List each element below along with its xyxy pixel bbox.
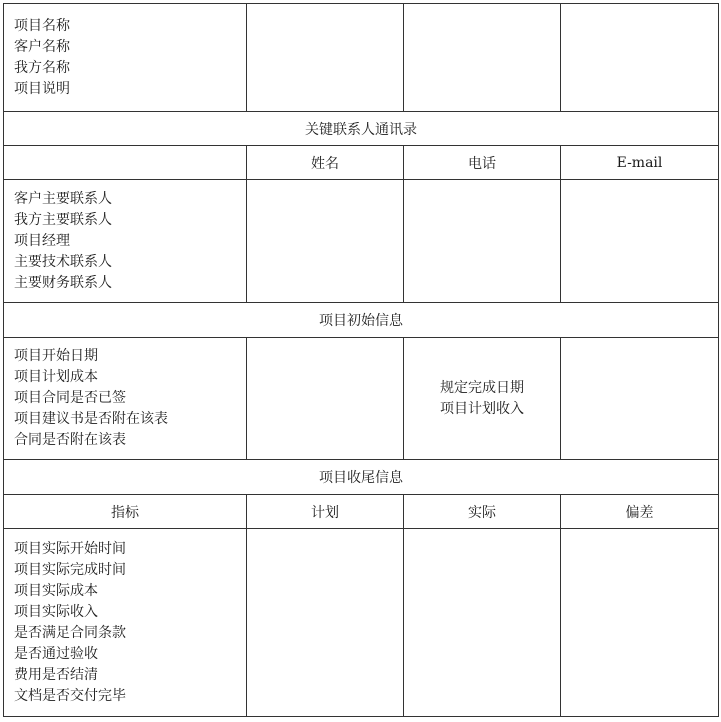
label-contract-terms-met: 是否满足合同条款 [14,624,126,641]
contacts-header-empty [4,146,247,180]
contacts-email-field[interactable] [561,180,719,303]
closing-labels-cell [4,529,247,717]
project-info-row [4,4,719,112]
initial-section-title: 项目初始信息 [4,303,719,338]
label-project-manager: 项目经理 [14,232,70,249]
label-finance-contact: 主要财务联系人 [14,274,112,291]
closing-header-actual: 实际 [404,495,561,529]
contacts-labels-cell [4,180,247,303]
closing-deviation-field[interactable] [561,529,719,717]
initial-left-labels-cell [4,338,247,460]
label-actual-income: 项目实际收入 [14,603,98,620]
closing-body-row [4,529,719,717]
project-info-field-1[interactable] [247,4,404,112]
initial-right-field[interactable] [561,338,719,460]
label-our-name: 我方名称 [14,59,70,76]
initial-title-row [4,303,719,338]
contacts-header-row [4,146,719,180]
contacts-phone-field[interactable] [404,180,561,303]
label-acceptance-passed: 是否通过验收 [14,645,98,662]
label-client-name: 客户名称 [14,38,70,55]
label-project-description: 项目说明 [14,80,70,97]
label-client-contact: 客户主要联系人 [14,190,112,207]
project-info-field-2[interactable] [404,4,561,112]
contacts-header-name: 姓名 [247,146,404,180]
label-contract-attached: 合同是否附在该表 [14,432,126,448]
label-start-date: 项目开始日期 [14,348,98,364]
closing-header-plan: 计划 [247,495,404,529]
closing-section-title: 项目收尾信息 [4,460,719,495]
label-planned-cost: 项目计划成本 [14,369,98,385]
contacts-body-row [4,180,719,303]
closing-actual-field[interactable] [404,529,561,717]
label-actual-finish: 项目实际完成时间 [14,561,126,578]
initial-right-labels-cell [404,338,561,460]
label-tech-contact: 主要技术联系人 [14,253,112,270]
initial-left-field[interactable] [247,338,404,460]
contacts-header-phone: 电话 [404,146,561,180]
initial-body-row [4,338,719,460]
label-project-name: 项目名称 [14,17,70,34]
closing-header-deviation: 偏差 [561,495,719,529]
project-info-field-3[interactable] [561,4,719,112]
contacts-section-title: 关键联系人通讯录 [4,112,719,146]
project-form-table [3,3,719,717]
label-actual-start: 项目实际开始时间 [14,540,126,557]
label-due-date: 规定完成日期 [440,379,524,396]
closing-header-indicator: 指标 [4,495,247,529]
label-planned-income: 项目计划收入 [440,400,524,417]
closing-header-row [4,495,719,529]
label-fees-settled: 费用是否结清 [14,666,98,683]
label-contract-signed: 项目合同是否已签 [14,390,126,406]
contacts-title-row [4,112,719,146]
closing-plan-field[interactable] [247,529,404,717]
label-proposal-attached: 项目建议书是否附在该表 [14,411,168,427]
project-info-labels-cell [4,4,247,112]
contacts-name-field[interactable] [247,180,404,303]
label-actual-cost: 项目实际成本 [14,582,98,599]
contacts-header-email: E-mail [561,146,719,180]
closing-title-row [4,460,719,495]
label-docs-delivered: 文档是否交付完毕 [14,687,126,704]
label-our-contact: 我方主要联系人 [14,211,112,228]
